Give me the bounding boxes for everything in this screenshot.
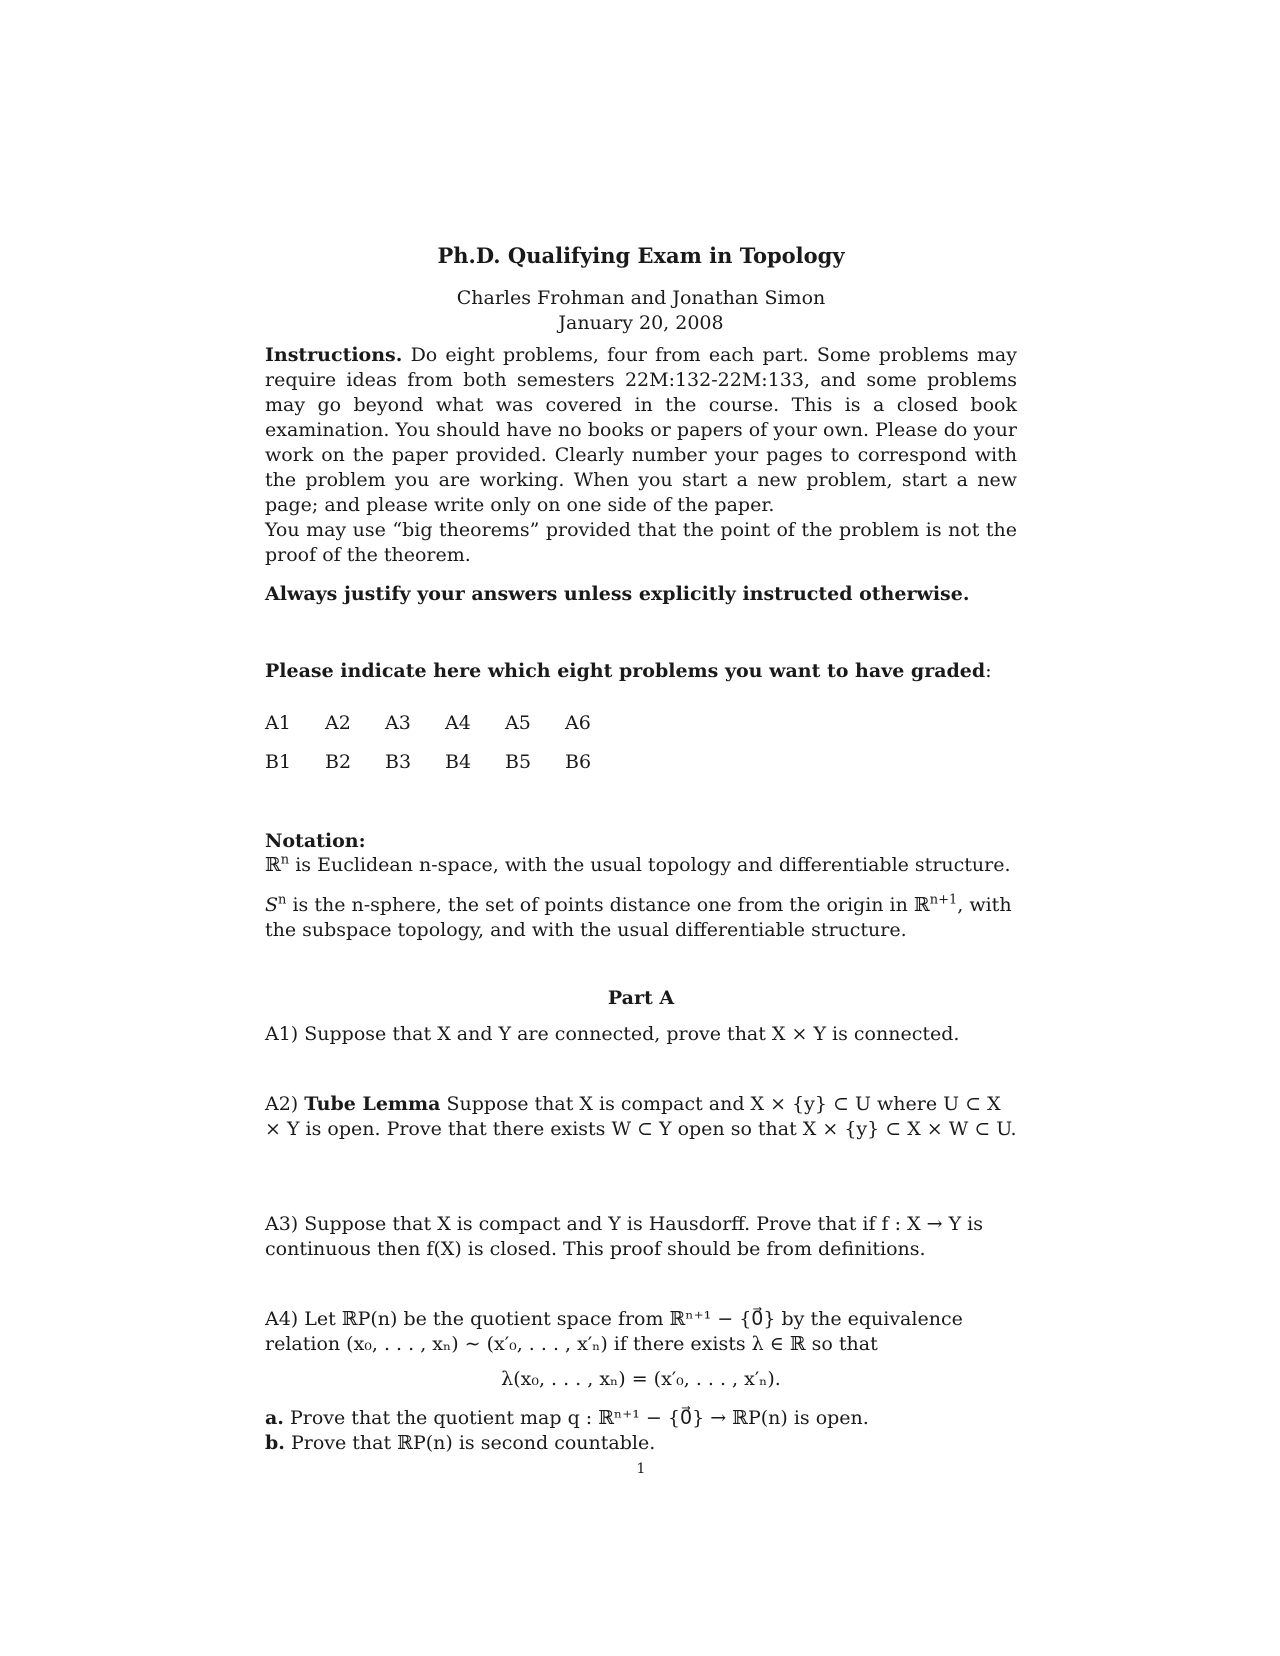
problem-a2-text: Suppose that X is compact and X × {y} ⊂ U where U ⊂ X × Y is open. Prove that there exists W ⊂ Y open so that X × {y} ⊂ X × W ⊂ U. bbox=[265, 1093, 1017, 1140]
grading-prompt: Please indicate here which eight problems you want to have graded bbox=[265, 660, 986, 682]
instructions-paragraph bbox=[265, 343, 1017, 518]
page-title: Ph.D. Qualifying Exam in Topology bbox=[437, 243, 845, 268]
notation-sn-text-2: , with the subspace topology, and with the usual differentiable structure. bbox=[265, 894, 1012, 941]
problem-a2 bbox=[265, 1092, 1017, 1142]
page-number: 1 bbox=[636, 1461, 646, 1477]
notation-sn: $S^n$ is the n-sphere, the set of points distance one from the origin in ℝ$^{n+1}$, with the subspace topology, and with the usual differentiable structure. bbox=[265, 892, 1012, 941]
notation-heading: Notation: bbox=[265, 830, 366, 852]
authors: Charles Frohman and Jonathan Simon bbox=[456, 287, 826, 309]
problem-a4-part-b-text: Prove that ℝP(n) is second countable. bbox=[290, 1432, 656, 1454]
part-a-heading: Part A bbox=[607, 987, 675, 1009]
problem-row-a bbox=[265, 711, 625, 736]
problem-row-b bbox=[265, 750, 625, 775]
problem-a2-title: Tube Lemma bbox=[304, 1093, 441, 1115]
notation-rn: ℝ$^n$ is Euclidean n-space, with the usual topology and differentiable structure. bbox=[265, 852, 1011, 876]
notation-rn-text: is Euclidean n-space, with the usual topology and differentiable structure. bbox=[295, 854, 1011, 876]
problem-choice-a6[interactable]: A6 bbox=[565, 712, 591, 734]
instructions-label: Instructions. bbox=[265, 344, 403, 366]
problem-choice-b4[interactable]: B4 bbox=[445, 751, 472, 773]
justify-notice: Always justify your answers unless explicitly instructed otherwise. bbox=[265, 583, 970, 605]
exam-date: January 20, 2008 bbox=[558, 312, 724, 334]
grading-prompt-line bbox=[265, 659, 992, 684]
problem-a4-part-b-label: b. bbox=[265, 1432, 285, 1454]
problem-choice-a4[interactable]: A4 bbox=[445, 712, 471, 734]
grading-prompt-colon: : bbox=[985, 660, 992, 682]
problem-a1: A1) Suppose that X and Y are connected, prove that X × Y is connected. bbox=[265, 1023, 960, 1045]
problem-choice-a3[interactable]: A3 bbox=[385, 712, 411, 734]
problem-a4-equation: λ(x₀, . . . , xₙ) = (x′₀, . . . , x′ₙ). bbox=[501, 1368, 781, 1390]
problem-a4-part-a bbox=[265, 1406, 1017, 1431]
problem-choice-a5[interactable]: A5 bbox=[505, 712, 531, 734]
problem-choice-b2[interactable]: B2 bbox=[325, 751, 352, 773]
instructions-block bbox=[265, 343, 1017, 568]
problem-choice-b1[interactable]: B1 bbox=[265, 751, 292, 773]
problem-choice-b3[interactable]: B3 bbox=[385, 751, 412, 773]
problem-a4-part-b bbox=[265, 1431, 1017, 1456]
big-theorems-paragraph: You may use “big theorems” provided that the point of the problem is not the proof of the theorem. bbox=[265, 519, 1017, 566]
problem-a3: A3) Suppose that X is compact and Y is Hausdorff. Prove that if f : X → Y is continuous then f(X) is closed. This proof should be from definitions. bbox=[265, 1213, 984, 1260]
problem-a2-prefix: A2) bbox=[265, 1093, 299, 1115]
problem-a4: A4) Let ℝP(n) be the quotient space from ℝⁿ⁺¹ − {0⃗} by the equivalence relation (x₀, . . . , xₙ) ∼ (x′₀, . . . , x′ₙ) if there exists λ ∈ ℝ so that bbox=[265, 1308, 963, 1355]
problem-choice-a2[interactable]: A2 bbox=[325, 712, 351, 734]
instructions-text: Do eight problems, four from each part. Some problems may require ideas from both semesters 22M:132-22M:133, and some problems may go beyond what was covered in the course. This is a closed book examination. You should have no books or papers of your own. Please do your work on the paper provided. Clearly number your pages to correspond with the problem you are working. When you start a new problem, start a new page; and please write only on one side of the paper. bbox=[265, 344, 1017, 516]
problem-a4-part-a-label: a. bbox=[265, 1407, 284, 1429]
problem-choice-b6[interactable]: B6 bbox=[565, 751, 592, 773]
problem-choice-a1[interactable]: A1 bbox=[265, 712, 291, 734]
problem-choice-b5[interactable]: B5 bbox=[505, 751, 532, 773]
problem-a4-part-a-text: Prove that the quotient map q : ℝⁿ⁺¹ − {0⃗} → ℝP(n) is open. bbox=[289, 1407, 869, 1429]
notation-sn-text-1: is the n-sphere, the set of points distance one from the origin in bbox=[292, 894, 908, 916]
